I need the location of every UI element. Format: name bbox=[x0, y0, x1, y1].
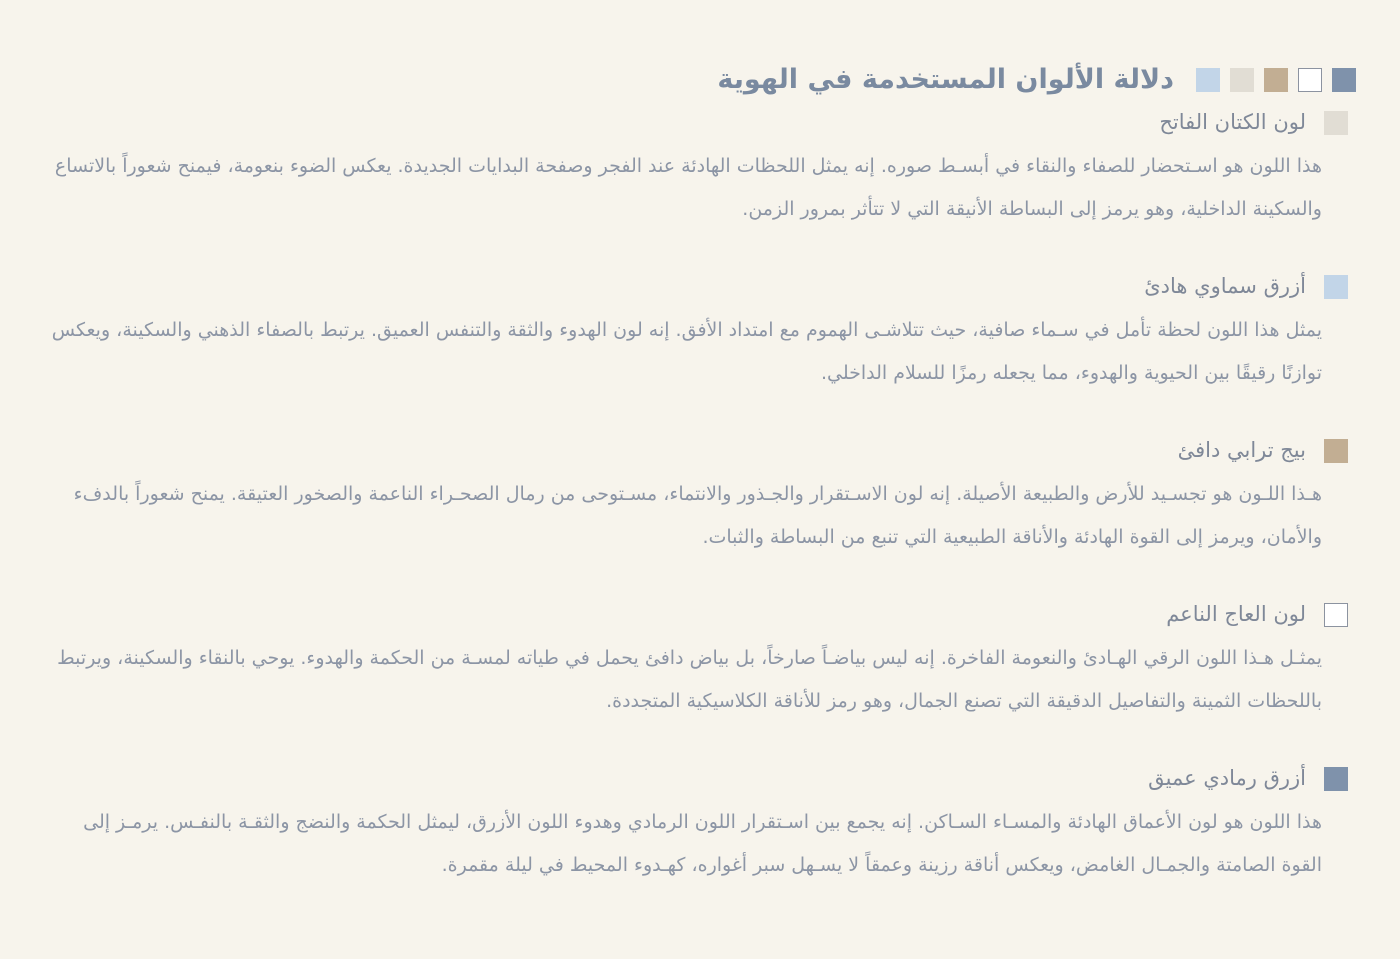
color-swatch-deep-blue bbox=[1332, 68, 1356, 92]
section-description: هـذا اللـون هو تجسـيد للأرض والطبيعة الأصيلة. إنه لون الاسـتقرار والجـذور والانتماء، مسـتوحى من رمال الصحـراء الناعمة والصخور العتيقة. يمنح شعوراً بالدفء والأمان، ويرمز إلى القوة الهادئة والأناقة الطبيعية التي تنبع من البساطة والثبات. bbox=[73, 483, 1322, 549]
section-title: لون العاج الناعم bbox=[1166, 602, 1306, 626]
color-swatch-beige bbox=[1264, 68, 1288, 92]
section-color-swatch bbox=[1324, 603, 1348, 627]
color-section-linen bbox=[48, 110, 1348, 231]
section-title: أزرق سماوي هادئ bbox=[1144, 274, 1306, 298]
section-description: يمثل هذا اللون لحظة تأمل في سـماء صافية، حيث تتلاشـى الهموم مع امتداد الأفق. إنه لون الهدوء والثقة والتنفس العميق. يرتبط بالصفاء الذهني والسكينة، ويعكس توازنًا رقيقًا بين الحيوية والهدوء، مما يجعله رمزًا للسلام الداخلي. bbox=[51, 319, 1322, 385]
section-description: يمثـل هـذا اللون الرقي الهـادئ والنعومة الفاخرة. إنه ليس بياضـاً صارخاً، بل بياض دافئ يحمل في طياته لمسـة من الحكمة والهدوء. يوحي بالنقاء والسكينة، ويرتبط باللحظات الثمينة والتفاصيل الدقيقة التي تصنع الجمال، وهو رمز للأناقة الكلاسيكية المتجددة. bbox=[57, 647, 1322, 713]
color-section-sky-blue bbox=[48, 274, 1348, 395]
section-header bbox=[48, 766, 1348, 791]
color-section-ivory bbox=[48, 602, 1348, 723]
section-color-swatch bbox=[1324, 111, 1348, 135]
section-title: لون الكتان الفاتح bbox=[1159, 110, 1306, 134]
section-header bbox=[48, 602, 1348, 627]
color-swatch-sky-blue bbox=[1196, 68, 1220, 92]
section-description: هذا اللون هو اسـتحضار للصفاء والنقاء في أبسـط صوره. إنه يمثل اللحظات الهادئة عند الفجر وصفحة البدايات الجديدة. يعكس الضوء بنعومة، فيمنح شعوراً بالاتساع والسكينة الداخلية، وهو يرمز إلى البساطة الأنيقة التي لا تتأثر بمرور الزمن. bbox=[54, 155, 1322, 221]
section-header bbox=[48, 274, 1348, 299]
section-title: أزرق رمادي عميق bbox=[1148, 766, 1306, 790]
section-title: بيج ترابي دافئ bbox=[1177, 438, 1306, 462]
page-header bbox=[717, 48, 1356, 111]
color-swatch-ivory bbox=[1298, 68, 1322, 92]
section-description: هذا اللون هو لون الأعماق الهادئة والمسـاء السـاكن. إنه يجمع بين اسـتقرار اللون الرمادي وهدوء اللون الأزرق، ليمثل الحكمة والنضج والثقـة بالنفـس. يرمـز إلى القوة الصامتة والجمـال الغامض، ويعكس أناقة رزينة وعمقاً لا يسـهل سبر أغواره، كهـدوء المحيط في ليلة مقمرة. bbox=[83, 811, 1322, 877]
section-color-swatch bbox=[1324, 767, 1348, 791]
page-title: دلالة الألوان المستخدمة في الهوية bbox=[717, 64, 1174, 96]
color-swatch-linen bbox=[1230, 68, 1254, 92]
section-color-swatch bbox=[1324, 439, 1348, 463]
section-color-swatch bbox=[1324, 275, 1348, 299]
section-header bbox=[48, 438, 1348, 463]
section-header bbox=[48, 110, 1348, 135]
color-section-beige bbox=[48, 438, 1348, 559]
color-section-deep-blue-gray bbox=[48, 766, 1348, 887]
